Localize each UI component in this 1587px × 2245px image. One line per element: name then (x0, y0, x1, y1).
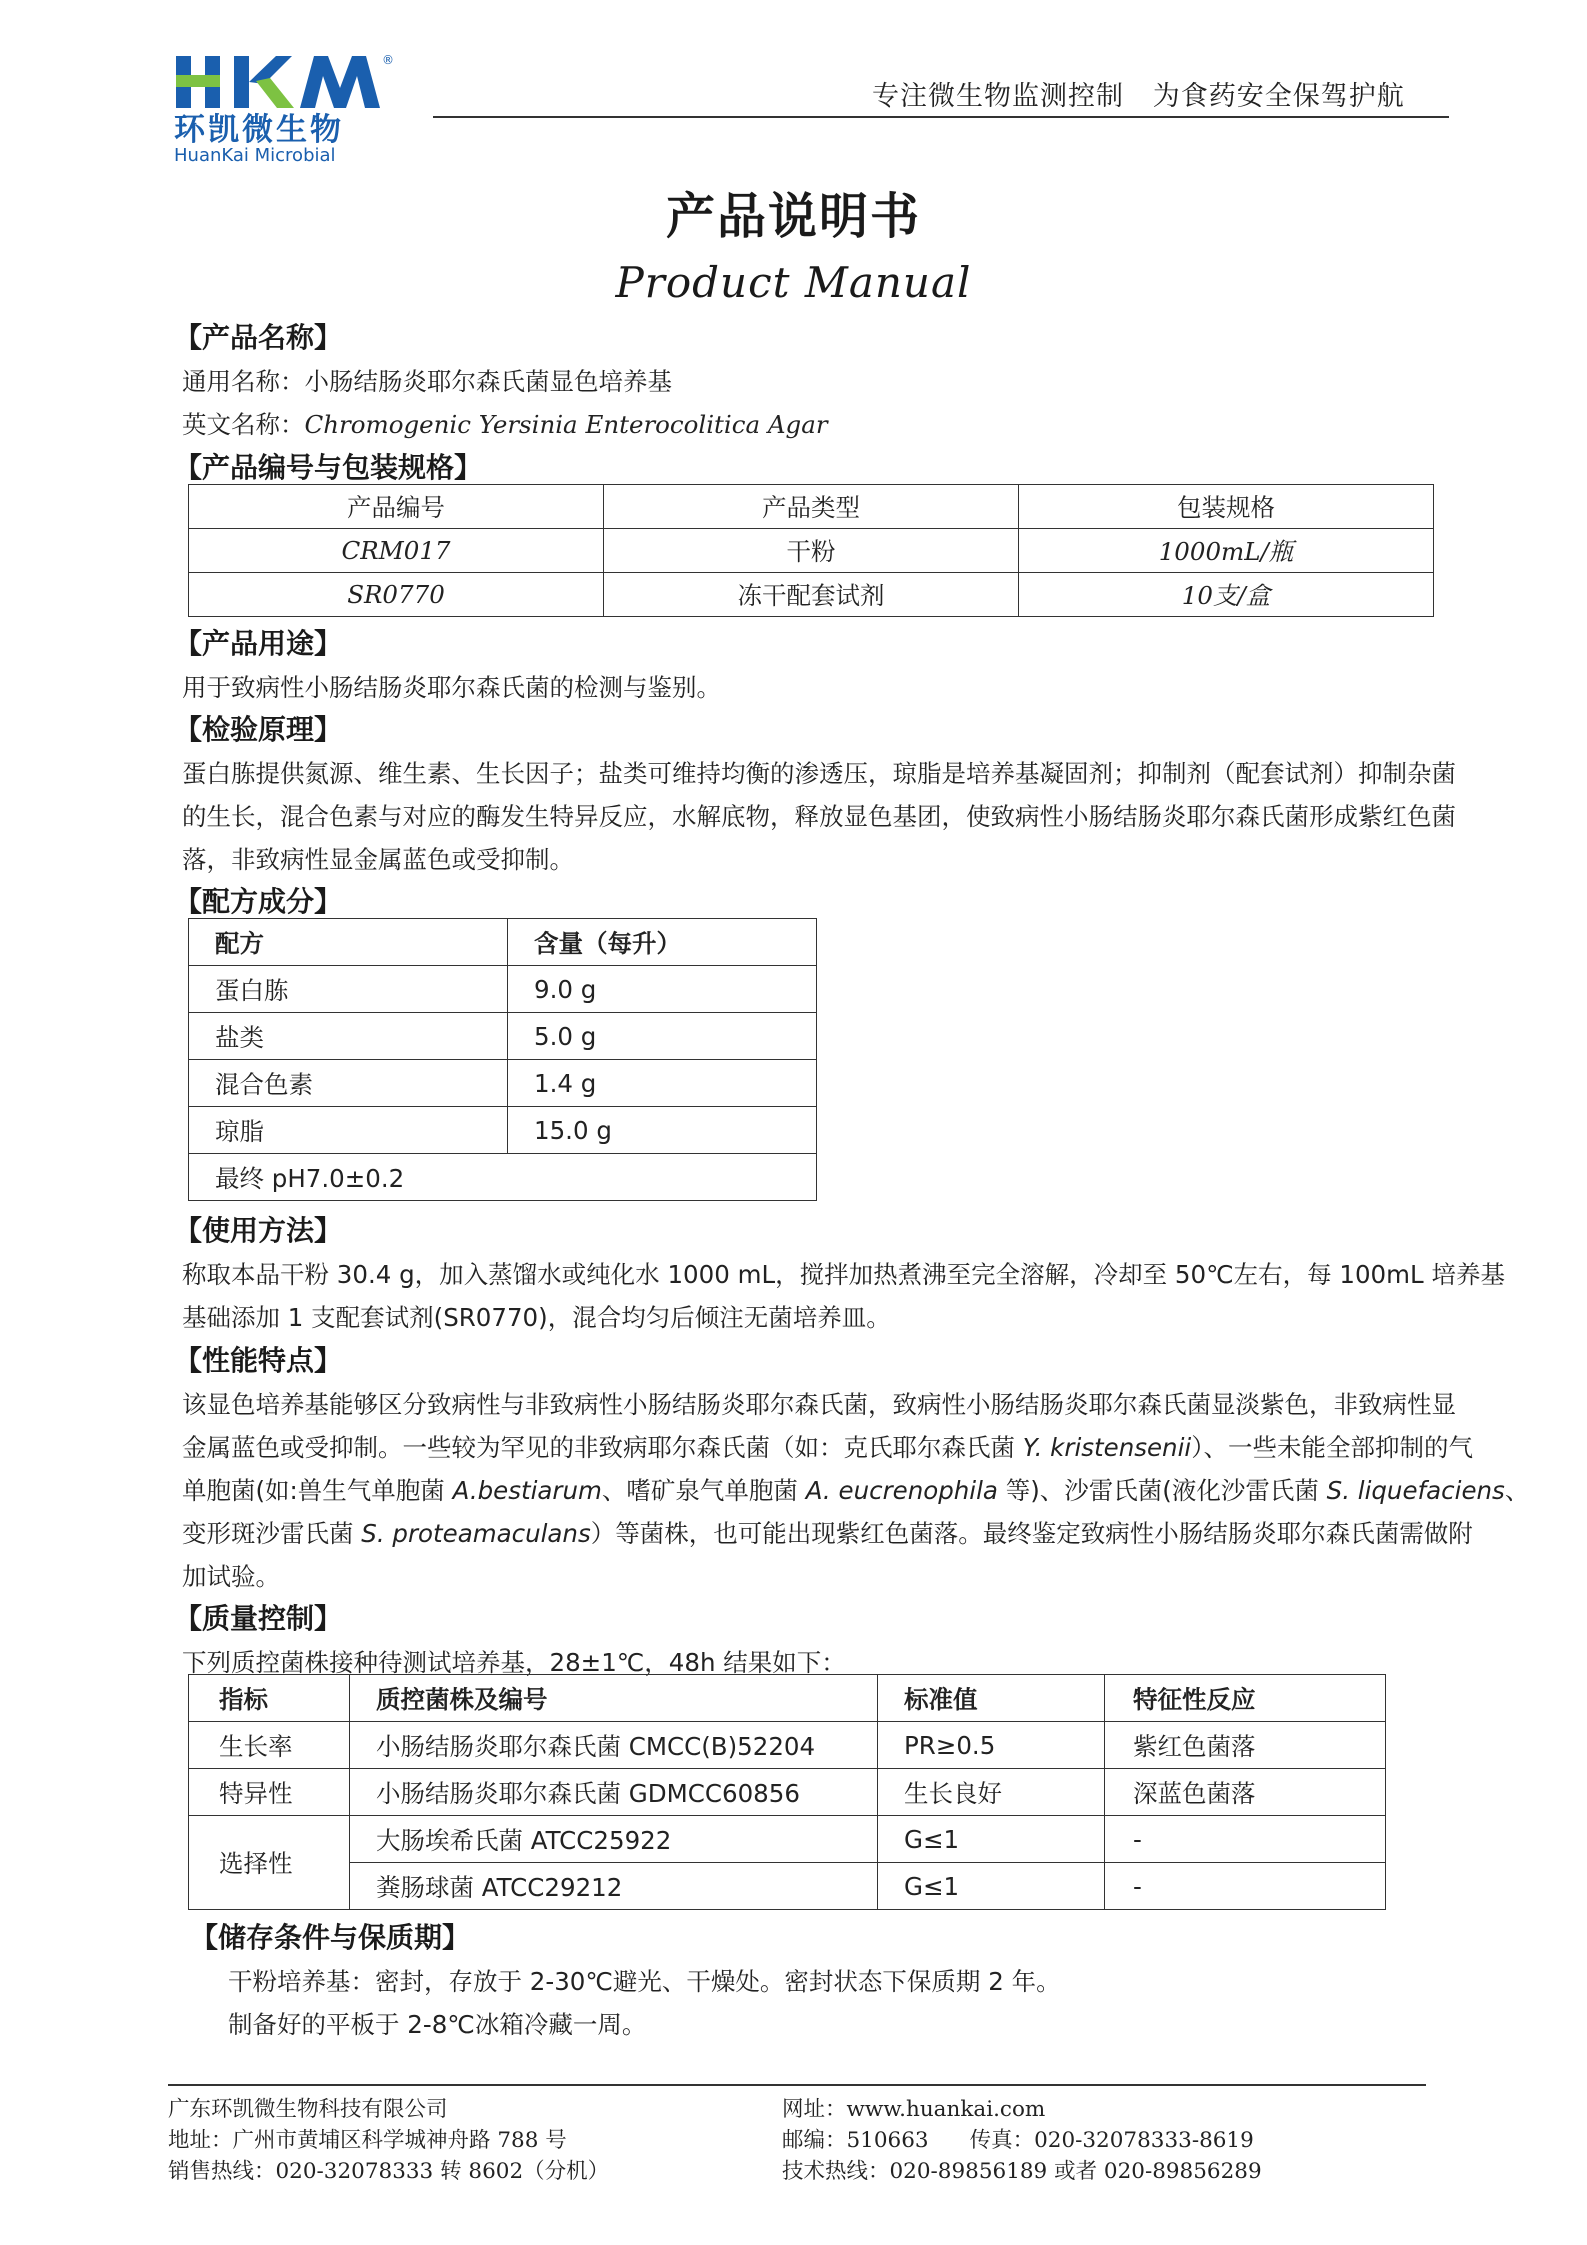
features-text: 等)、沙雷氏菌(液化沙雷氏菌 (997, 1476, 1327, 1505)
table-header-cell: 配方 (189, 919, 508, 966)
section-heading-usage: 【产品用途】 (174, 627, 343, 660)
table-header-cell: 产品类型 (604, 485, 1019, 529)
storage-line: 干粉培养基：密封，存放于 2-30℃避光、干燥处。密封状态下保质期 2 年。 (228, 1967, 1061, 1996)
principle-line: 蛋白胨提供氮源、维生素、生长因子；盐类可维持均衡的渗透压，琼脂是培养基凝固剂；抑制剂（配套试剂）抑制杂菌 (182, 759, 1456, 788)
common-name-value: 小肠结肠炎耶尔森氏菌显色培养基 (304, 367, 672, 396)
features-line (182, 1515, 1473, 1550)
features-text: 金属蓝色或受抑制。一些较为罕见的非致病耶尔森氏菌（如：克氏耶尔森氏菌 (182, 1433, 1023, 1462)
table-header-cell: 含量（每升） (508, 919, 817, 966)
table-header-row (189, 485, 1434, 529)
table-header-row (189, 919, 817, 966)
ingredient-amount: 9.0 g (508, 966, 817, 1013)
logo-cn: 环凯微生物 (174, 112, 344, 148)
footer-company: 广东环凯微生物科技有限公司 (168, 2097, 448, 2122)
features-text: 单胞菌(如:兽生气单胞菌 (182, 1476, 453, 1505)
qc-intro: 下列质控菌株接种待测试培养基，28±1℃，48h 结果如下： (182, 1648, 846, 1677)
table-header-cell: 标准值 (878, 1675, 1105, 1722)
logo-en: HuanKai Microbial (174, 145, 336, 166)
table-header-cell: 质控菌株及编号 (350, 1675, 878, 1722)
footer-website: 网址：www.huankai.com (782, 2097, 1046, 2122)
table-header-row (189, 1675, 1386, 1722)
features-text: 、 (1504, 1476, 1530, 1505)
ingredient-name: 琼脂 (189, 1107, 508, 1154)
features-line (182, 1429, 1473, 1464)
features-text: 、嗜矿泉气单胞菌 (601, 1476, 806, 1505)
principle-line: 落，非致病性显金属蓝色或受抑制。 (182, 845, 574, 874)
qc-reaction: 深蓝色菌落 (1105, 1769, 1386, 1816)
table-row (189, 1154, 817, 1201)
qc-standard: 生长良好 (878, 1769, 1105, 1816)
qc-strain: 粪肠球菌 ATCC29212 (350, 1863, 878, 1910)
english-name-label: 英文名称： (182, 410, 305, 439)
table-row (189, 1769, 1386, 1816)
ingredient-amount: 1.4 g (508, 1060, 817, 1107)
qc-indicator: 特异性 (189, 1769, 350, 1816)
footer-divider (168, 2084, 1426, 2086)
species-name: A. eucrenophila (805, 1476, 998, 1505)
qc-standard: PR≥0.5 (878, 1722, 1105, 1769)
species-name: A.bestiarum (452, 1476, 602, 1505)
footer-address: 地址：广州市黄埔区科学城神舟路 788 号 (168, 2128, 567, 2153)
section-heading-formula: 【配方成分】 (174, 885, 343, 918)
product-code: CRM017 (189, 529, 604, 573)
section-heading-packaging: 【产品编号与包装规格】 (174, 451, 483, 484)
features-line: 该显色培养基能够区分致病性与非致病性小肠结肠炎耶尔森氏菌，致病性小肠结肠炎耶尔森氏菌显淡紫色，非致病性显 (182, 1390, 1456, 1419)
package-size: 10支/盒 (1019, 573, 1434, 617)
table-header-cell: 指标 (189, 1675, 350, 1722)
qc-standard: G≤1 (878, 1863, 1105, 1910)
section-heading-method: 【使用方法】 (174, 1214, 343, 1247)
table-header-cell: 特征性反应 (1105, 1675, 1386, 1722)
storage-line: 制备好的平板于 2-8℃冰箱冷藏一周。 (228, 2010, 647, 2039)
ingredient-name: 蛋白胨 (189, 966, 508, 1013)
features-text: 变形斑沙雷氏菌 (182, 1519, 362, 1548)
header-slogan: 专注微生物监测控制 为食药安全保驾护航 (872, 81, 1405, 112)
package-size: 1000mL/瓶 (1019, 529, 1434, 573)
ingredient-name: 混合色素 (189, 1060, 508, 1107)
qc-reaction: - (1105, 1863, 1386, 1910)
qc-indicator: 生长率 (189, 1722, 350, 1769)
species-name: Y. kristensenii (1022, 1433, 1192, 1462)
common-name-row (182, 363, 672, 398)
features-text: ）、一些未能全部抑制的气 (1191, 1433, 1473, 1462)
english-name-value: Chromogenic Yersinia Enterocolitica Agar (304, 410, 828, 439)
method-line: 称取本品干粉 30.4 g，加入蒸馏水或纯化水 1000 mL，搅拌加热煮沸至完全溶解，冷却至 50℃左右，每 100mL 培养基 (182, 1260, 1505, 1289)
footer-postcode-fax: 邮编：510663 传真：020-32078333-8619 (782, 2128, 1254, 2153)
qc-standard: G≤1 (878, 1816, 1105, 1863)
table-row (189, 1060, 817, 1107)
table-row (189, 529, 1434, 573)
final-ph: 最终 pH7.0±0.2 (189, 1154, 817, 1201)
features-line (182, 1472, 1529, 1507)
product-type: 冻干配套试剂 (604, 573, 1019, 617)
section-heading-qc: 【质量控制】 (174, 1602, 343, 1635)
table-row (189, 573, 1434, 617)
footer-sales: 销售热线：020-32078333 转 8602（分机） (168, 2159, 610, 2184)
page-title: 产品说明书 (665, 188, 921, 245)
page-subtitle: Product Manual (615, 258, 972, 307)
registered-mark: ® (382, 53, 394, 67)
qc-strain: 小肠结肠炎耶尔森氏菌 CMCC(B)52204 (350, 1722, 878, 1769)
table-row (189, 966, 817, 1013)
qc-table (188, 1674, 1386, 1910)
ingredient-amount: 15.0 g (508, 1107, 817, 1154)
table-row (189, 1107, 817, 1154)
ingredient-name: 盐类 (189, 1013, 508, 1060)
product-code: SR0770 (189, 573, 604, 617)
qc-strain: 大肠埃希氏菌 ATCC25922 (350, 1816, 878, 1863)
formula-table (188, 918, 817, 1201)
header-divider (433, 116, 1449, 118)
logo-text: HKM (172, 48, 175, 49)
table-header-cell: 包装规格 (1019, 485, 1434, 529)
section-heading-storage: 【储存条件与保质期】 (190, 1921, 471, 1954)
method-line: 基础添加 1 支配套试剂(SR0770)，混合均匀后倾注无菌培养皿。 (182, 1303, 891, 1332)
footer-tech: 技术热线：020-89856189 或者 020-89856289 (782, 2159, 1262, 2184)
product-type: 干粉 (604, 529, 1019, 573)
qc-reaction: 紫红色菌落 (1105, 1722, 1386, 1769)
common-name-label: 通用名称： (182, 367, 305, 396)
packaging-table (188, 484, 1434, 617)
species-name: S. liquefaciens (1326, 1476, 1505, 1505)
section-heading-name: 【产品名称】 (174, 321, 343, 354)
logo-letters (176, 56, 380, 108)
features-line: 加试验。 (182, 1562, 280, 1591)
huankai-logo (172, 48, 442, 166)
usage-text: 用于致病性小肠结肠炎耶尔森氏菌的检测与鉴别。 (182, 673, 721, 702)
features-text: ）等菌株，也可能出现紫红色菌落。最终鉴定致病性小肠结肠炎耶尔森氏菌需做附 (590, 1519, 1473, 1548)
qc-indicator: 选择性 (189, 1816, 350, 1910)
english-name-row (182, 406, 828, 441)
section-heading-features: 【性能特点】 (174, 1344, 343, 1377)
qc-strain: 小肠结肠炎耶尔森氏菌 GDMCC60856 (350, 1769, 878, 1816)
table-row (189, 1722, 1386, 1769)
species-name: S. proteamaculans (361, 1519, 591, 1548)
table-row (189, 1013, 817, 1060)
section-heading-principle: 【检验原理】 (174, 713, 343, 746)
principle-line: 的生长，混合色素与对应的酶发生特异反应，水解底物，释放显色基团，使致病性小肠结肠炎耶尔森氏菌形成紫红色菌 (182, 802, 1456, 831)
table-header-cell: 产品编号 (189, 485, 604, 529)
table-row (189, 1863, 1386, 1910)
ingredient-amount: 5.0 g (508, 1013, 817, 1060)
table-row (189, 1816, 1386, 1863)
qc-reaction: - (1105, 1816, 1386, 1863)
